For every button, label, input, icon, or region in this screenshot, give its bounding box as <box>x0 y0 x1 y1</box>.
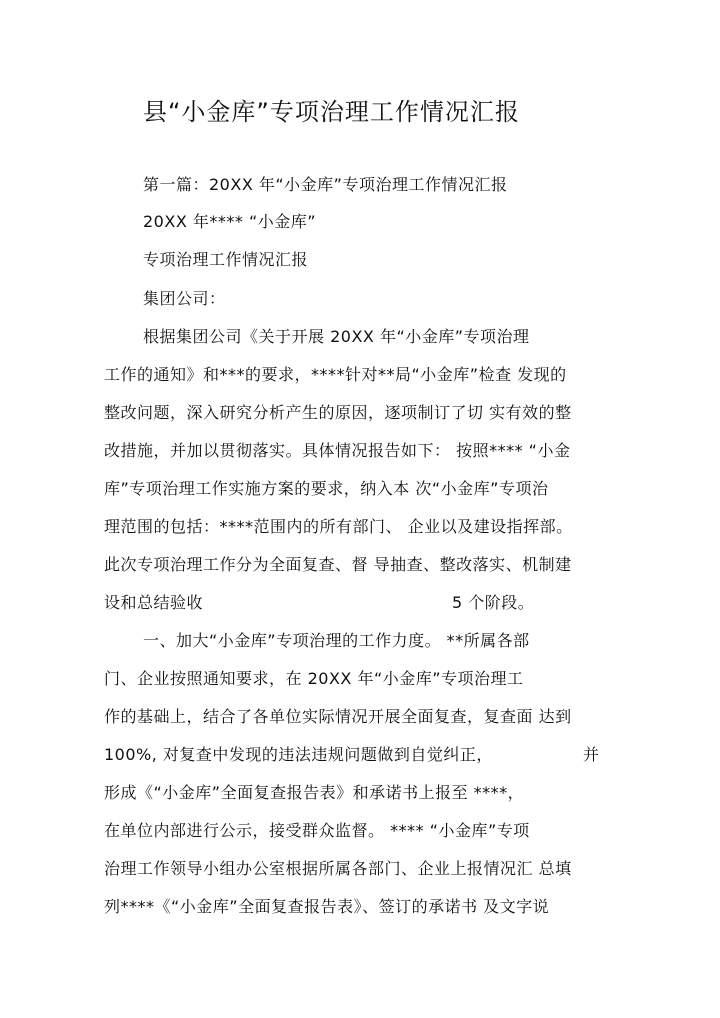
document-line: 门、企业按照通知要求，在 20XX 年“小金库”专项治理工 <box>104 669 524 688</box>
document-title: 县“小金库”专项治理工作情况汇报 <box>143 98 520 126</box>
document-line: 改措施，并加以贯彻落实。具体情况报告如下： 按照**** “小金 <box>104 441 571 460</box>
document-line: 20XX 年**** “小金库” <box>143 212 317 231</box>
document-line: 作的基础上，结合了各单位实际情况开展全面复查，复查面 达到 <box>104 707 572 726</box>
document-line: 库”专项治理工作实施方案的要求，纳入本 次“小金库”专项治 <box>104 479 549 498</box>
document-line: 在单位内部进行公示，接受群众监督。 **** “小金库”专项 <box>104 821 530 840</box>
document-line: 列****《“小金库”全面复查报告表》、签订的承诺书 及文字说 <box>104 897 550 916</box>
document-line: 专项治理工作情况汇报 <box>143 250 309 269</box>
document-line-salutation: 集团公司： <box>143 289 226 308</box>
document-line: 设和总结验收 <box>104 593 204 612</box>
document-line: 此次专项治理工作分为全面复查、督 导抽查、整改落实、机制建 <box>104 555 572 574</box>
document-line-section-heading: 一、加大“小金库”专项治理的工作力度。 **所属各部 <box>143 631 530 650</box>
document-line-heading: 第一篇：20XX 年“小金库”专项治理工作情况汇报 <box>143 175 508 194</box>
document-line: 整改问题，深入研究分析产生的原因，逐项制订了切 实有效的整 <box>104 403 572 422</box>
document-line-fragment: 5 个阶段。 <box>452 593 535 612</box>
document-line: 理范围的包括：****范围内的所有部门、 企业以及建设指挥部。 <box>104 517 573 536</box>
document-line: 100%, 对复查中发现的违法违规问题做到自觉纠正， <box>104 745 493 764</box>
document-line: 治理工作领导小组办公室根据所属各部门、企业上报情况汇 总填 <box>104 859 572 878</box>
document-line: 工作的通知》和***的要求，****针对**局“小金库”检查 发现的 <box>104 365 567 384</box>
document-line: 形成《“小金库”全面复查报告表》和承诺书上报至 ****， <box>104 783 525 802</box>
document-line: 根据集团公司《关于开展 20XX 年“小金库”专项治理 <box>143 327 530 346</box>
document-line-fragment: 并 <box>583 745 600 764</box>
